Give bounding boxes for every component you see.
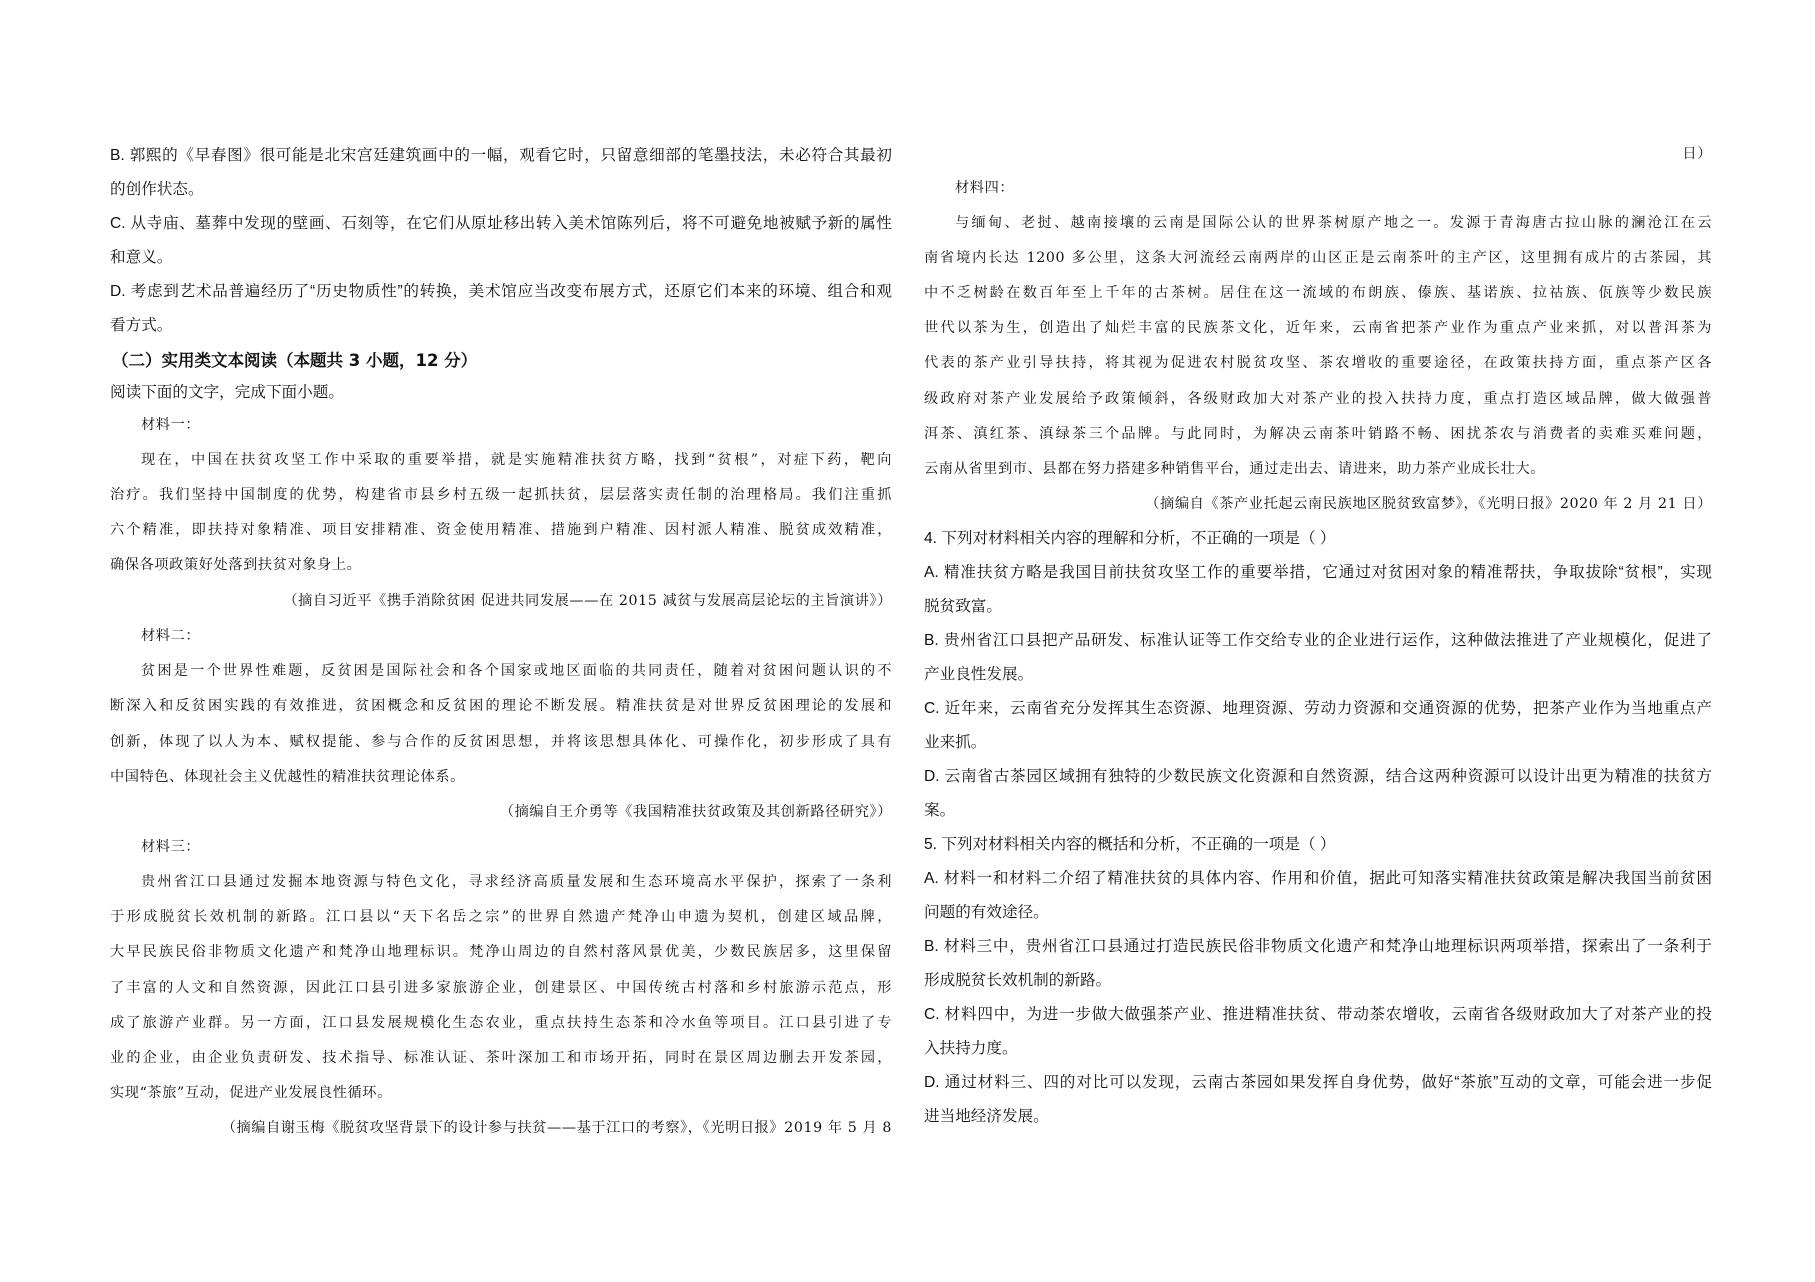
material-2-line-4: 中国特色、体现社会主义优越性的精准扶贫理论体系。 xyxy=(110,769,465,785)
q5-option-c-line-2: 入扶持力度。 xyxy=(924,1040,1018,1057)
q4-option-b-line-2: 产业良性发展。 xyxy=(924,666,1034,683)
material-1-line-1: 现在，中国在扶贫攻坚工作中采取的重要举措，就是实施精准扶贫方略，找到“贫根”，对症下药，靶向 xyxy=(141,452,892,468)
material-4-line-1: 与缅甸、老挝、越南接壤的云南是国际公认的世界茶树原产地之一。发源于青海唐古拉山脉的澜沧江在云 xyxy=(955,215,1712,231)
q4-option-a-line-1: A. 精准扶贫方略是我国目前扶贫攻坚工作的重要举措，它通过对贫困对象的精准帮扶，争取拔除“贫根”，实现 xyxy=(924,564,1712,581)
material-4-line-6: 级政府对茶产业发展给予政策倾斜，各级财政加大对茶产业的投入扶持力度，重点打造区域品牌，做大做强普 xyxy=(924,391,1712,407)
q4-option-c-line-2: 业来抓。 xyxy=(924,734,987,751)
material-2-line-1: 贫困是一个世界性难题，反贫困是国际社会和各个国家或地区面临的共同责任，随着对贫困问题认识的不 xyxy=(141,663,892,679)
material-2-label: 材料二： xyxy=(141,628,201,644)
question-5: 5. 下列对材料相关内容的概括和分析，不正确的一项是（ ） xyxy=(924,836,1336,853)
material-3-line-1: 贵州省江口县通过发掘本地资源与特色文化，寻求经济高质量发展和生态环境高水平保护，探索了一条利 xyxy=(141,874,892,890)
material-2-line-2: 断深入和反贫困实践的有效推进，贫困概念和反贫困的理论不断发展。精准扶贫是对世界反贫困理论的发展和 xyxy=(110,698,892,714)
material-3-line-7: 实现“茶旅”互动，促进产业发展良性循环。 xyxy=(110,1085,392,1101)
material-2-source: （摘编自王介勇等《我国精准扶贫政策及其创新路径研究》） xyxy=(499,804,892,820)
material-4-source: （摘编自《茶产业托起云南民族地区脱贫致富梦》，《光明日报》2020 年 2 月 21 日） xyxy=(1145,496,1712,512)
material-2-line-3: 创新，体现了以人为本、赋权提能、参与合作的反贫困思想，并将该思想具体化、可操作化，初步形成了具有 xyxy=(110,734,892,750)
q4-option-c-line-1: C. 近年来，云南省充分发挥其生态资源、地理资源、劳动力资源和交通资源的优势，把茶产业作为当地重点产 xyxy=(924,700,1712,717)
option-d-line-1: D. 考虑到艺术品普遍经历了“历史物质性”的转换，美术馆应当改变布展方式，还原它们本来的环境、组合和观 xyxy=(110,283,892,300)
material-1-source: （摘自习近平《携手消除贫困 促进共同发展——在 2015 减贫与发展高层论坛的主旨演讲》） xyxy=(283,593,892,609)
section-instruction: 阅读下面的文字，完成下面小题。 xyxy=(110,384,344,401)
q5-option-b-line-1: B. 材料三中，贵州省江口县通过打造民族民俗非物质文化遗产和梵净山地理标识两项举措，探索出了一条利于 xyxy=(924,938,1712,955)
option-d-line-2: 看方式。 xyxy=(110,317,173,334)
material-1-label: 材料一： xyxy=(141,417,201,433)
q4-option-a-line-2: 脱贫致富。 xyxy=(924,598,1002,615)
material-4-line-5: 代表的茶产业引导扶持，将其视为促进农村脱贫攻坚、茶农增收的重要途径，在政策扶持方面，重点茶产区各 xyxy=(924,355,1712,371)
material-4-label: 材料四： xyxy=(955,180,1015,196)
material-1-line-3: 六个精准，即扶持对象精准、项目安排精准、资金使用精准、措施到户精准、因村派人精准、脱贫成效精准， xyxy=(110,522,892,538)
material-4-line-3: 中不乏树龄在数百年至上千年的古茶树。居住在这一流域的布朗族、傣族、基诺族、拉祜族、佤族等少数民族 xyxy=(924,285,1712,301)
material-4-line-8: 云南从省里到市、县都在努力搭建多种销售平台，通过走出去、请进来，助力茶产业成长壮大。 xyxy=(924,461,1546,477)
material-4-line-7: 洱茶、滇红茶、滇绿茶三个品牌。与此同时，为解决云南茶叶销路不畅、困扰茶农与消费者的卖难买难问题， xyxy=(924,426,1712,442)
q5-option-a-line-1: A. 材料一和材料二介绍了精准扶贫的具体内容、作用和价值，据此可知落实精准扶贫政策是解决我国当前贫困 xyxy=(924,870,1712,887)
option-c-line-1: C. 从寺庙、墓葬中发现的壁画、石刻等，在它们从原址移出转入美术馆陈列后，将不可避免地被赋予新的属性 xyxy=(110,215,892,232)
material-3-line-5: 成了旅游产业群。另一方面，江口县发展规模化生态农业，重点扶持生态茶和冷水鱼等项目。江口县引进了专 xyxy=(110,1015,892,1031)
material-3-line-2: 于形成脱贫长效机制的新路。江口县以“天下名岳之宗”的世界自然遗产梵净山申遗为契机，创建区域品牌， xyxy=(110,909,892,925)
material-3-source-end: 日） xyxy=(1682,146,1712,162)
q4-option-b-line-1: B. 贵州省江口县把产品研发、标准认证等工作交给专业的企业进行运作，这种做法推进了产业规模化，促进了 xyxy=(924,632,1712,649)
option-b-line-1: B. 郭熙的《早春图》很可能是北宋宫廷建筑画中的一幅，观看它时，只留意细部的笔墨技法，未必符合其最初 xyxy=(110,147,892,164)
section-title: （二）实用类文本阅读（本题共 3 小题，12 分） xyxy=(112,351,478,370)
q5-option-b-line-2: 形成脱贫长效机制的新路。 xyxy=(924,972,1112,989)
material-3-label: 材料三： xyxy=(141,839,201,855)
material-4-line-4: 世代以茶为生，创造出了灿烂丰富的民族茶文化，近年来，云南省把茶产业作为重点产业来抓，对以普洱茶为 xyxy=(924,320,1712,336)
q5-option-c-line-1: C. 材料四中，为进一步做大做强茶产业、推进精准扶贫、带动茶农增收，云南省各级财政加大了对茶产业的投 xyxy=(924,1006,1712,1023)
material-3-source: （摘编自谢玉梅《脱贫攻坚背景下的设计参与扶贫——基于江口的考察》，《光明日报》2019 年 5 月 8 xyxy=(221,1120,892,1136)
option-b-line-2: 的创作状态。 xyxy=(110,181,204,198)
material-1-line-2: 治疗。我们坚持中国制度的优势，构建省市县乡村五级一起抓扶贫，层层落实责任制的治理格局。我们注重抓 xyxy=(110,487,892,503)
material-3-line-4: 了丰富的人文和自然资源，因此江口县引进多家旅游企业，创建景区、中国传统古村落和乡村旅游示范点，形 xyxy=(110,980,892,996)
q5-option-a-line-2: 问题的有效途径。 xyxy=(924,904,1049,921)
q5-option-d-line-2: 进当地经济发展。 xyxy=(924,1108,1049,1125)
material-3-line-6: 业的企业，由企业负责研发、技术指导、标准认证、茶叶深加工和市场开拓，同时在景区周边删去开发茶园， xyxy=(110,1050,892,1066)
material-4-line-2: 南省境内长达 1200 多公里，这条大河流经云南两岸的山区正是云南茶叶的主产区，这里拥有成片的古茶园，其 xyxy=(924,250,1712,266)
option-c-line-2: 和意义。 xyxy=(110,249,173,266)
q4-option-d-line-1: D. 云南省古茶园区域拥有独特的少数民族文化资源和自然资源，结合这两种资源可以设计出更为精准的扶贫方 xyxy=(924,768,1712,785)
question-4: 4. 下列对材料相关内容的理解和分析，不正确的一项是（ ） xyxy=(924,530,1336,547)
material-1-line-4: 确保各项政策好处落到扶贫对象身上。 xyxy=(110,557,362,573)
material-3-line-3: 大早民族民俗非物质文化遗产和梵净山地理标识。梵净山周边的自然村落风景优美，少数民族居多，这里保留 xyxy=(110,944,892,960)
q4-option-d-line-2: 案。 xyxy=(924,802,956,819)
q5-option-d-line-1: D. 通过材料三、四的对比可以发现，云南古茶园如果发挥自身优势，做好“茶旅”互动的文章，可能会进一步促 xyxy=(924,1074,1712,1091)
